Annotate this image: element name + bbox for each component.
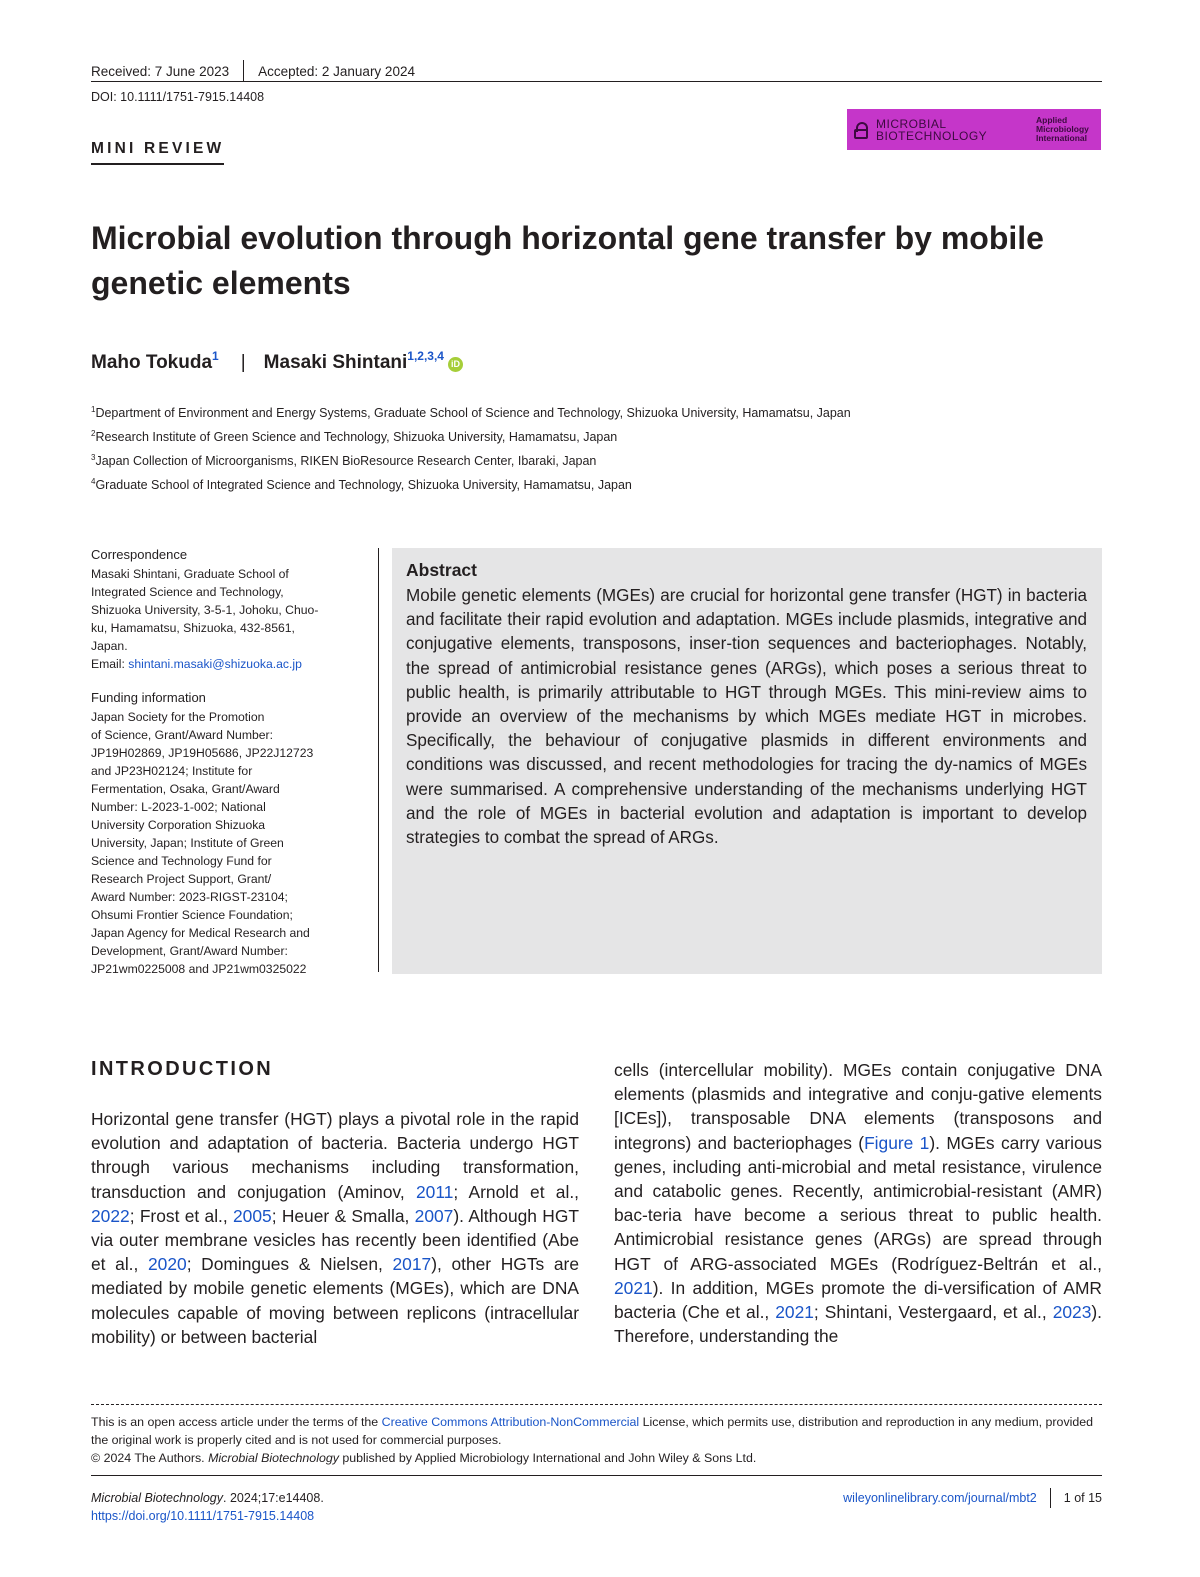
citation-link[interactable]: 2005 xyxy=(233,1205,272,1226)
affiliation-marker: 1,2,3,4 xyxy=(407,349,444,363)
footer-right xyxy=(843,1488,1102,1508)
accepted-date: Accepted: 2 January 2024 xyxy=(258,63,415,79)
license-notice: This is an open access article under the terms of the Creative Commons Attribution-NonCommercial License, which permits use, distribution and reproduction in any medium, provided the original work is properly cited and is not used for commercial purposes. © 2024 The Authors. Microbial Biotechnology published by Applied Microbiology International and John Wiley & Sons Ltd. xyxy=(91,1413,1102,1467)
citation-link[interactable]: Figure 1 xyxy=(864,1132,930,1153)
received-date: Received: 7 June 2023 xyxy=(91,63,230,79)
affiliation: $^2$Research Institute of Green Science and Technology, Shizuoka University, Hamamatsu, Japan xyxy=(91,429,618,445)
journal-logo[interactable] xyxy=(847,109,1101,150)
body-column-left xyxy=(91,1107,579,1349)
abstract-text: Mobile genetic elements (MGEs) are crucial for horizontal gene transfer (HGT) in bacteria and facilitate their rapid evolution and adaptation. MGEs include plasmids, integrative and conjugative elements, transposons, inser-tion sequences and bacteriophages. Notably, the spread of antimicrobial resistance genes (ARGs), which poses a serious threat to public health, is primarily attributable to HGT through MGEs. This mini-review aims to provide an overview of the mechanisms by which MGEs mediate HGT in microbes. Specifically, the behaviour of conjugative plasmids in different environments and conditions was discussed, and recent methodologies for tracing the dy-namics of MGEs were summarised. A comprehensive understanding of the mechanisms underlying HGT and the role of MGEs in bacterial evolution and adaptation is important to develop strategies to combat the spread of ARGs. xyxy=(406,586,1087,848)
citation-link[interactable]: 2021 xyxy=(614,1277,653,1298)
divider xyxy=(1050,1488,1051,1508)
page-number: 1 of 15 xyxy=(1063,1491,1102,1505)
affiliation-marker: 1 xyxy=(212,349,219,363)
footer-dashed-rule xyxy=(91,1404,1102,1405)
body-text: ), other HGTs are mediated by mobile genetic elements (MGEs), which are DNA molecules capable of moving between replicons (intracellular mobility) or between bacterial xyxy=(91,1254,579,1347)
correspondence-email: Email: shintani.masaki@shizuoka.ac.jp xyxy=(91,657,302,671)
orcid-icon[interactable]: iD xyxy=(448,357,463,372)
author-name[interactable]: Maho Tokuda$^1$ xyxy=(91,349,219,373)
article-sidebar xyxy=(91,546,363,978)
body-text: ). In addition, MGEs promote the di-versification of AMR bacteria (Che et al., xyxy=(614,1277,1102,1323)
abstract-heading: Abstract xyxy=(406,560,477,580)
citation-link[interactable]: 2022 xyxy=(91,1205,130,1226)
affiliation: $^4$Graduate School of Integrated Science and Technology, Shizuoka University, Hamamatsu, Japan xyxy=(91,477,632,493)
article-type: MINI REVIEW xyxy=(91,140,224,165)
affiliation: $^3$Japan Collection of Microorganisms, RIKEN BioResource Research Center, Ibaraki, Japan xyxy=(91,453,597,469)
body-text: ; Heuer & Smalla, xyxy=(271,1205,415,1226)
sidebar-divider xyxy=(378,548,379,972)
body-text: ; Frost et al., xyxy=(129,1205,234,1226)
logo-society-name: Applied Microbiology International xyxy=(1036,115,1089,143)
body-text: ). Although HGT via outer membrane vesicles has recently been identified (Abe et al., xyxy=(91,1205,579,1275)
correspondence-address: Masaki Shintani, Graduate School of Integrated Science and Technology, Shizuoka University, 3-5-1, Johoku, Chuo- ku, Hamamatsu, Shizuoka, 432-8561, Japan. xyxy=(91,567,319,653)
footer-rule xyxy=(91,1475,1102,1476)
section-heading: INTRODUCTION xyxy=(91,1058,274,1080)
article-title: Microbial evolution through horizontal gene transfer by mobile genetic elements xyxy=(91,220,1044,301)
header-rule xyxy=(91,81,1102,82)
author-name[interactable]: Masaki Shintani$^{1,2,3,4}$ xyxy=(263,349,444,373)
citation-link[interactable]: 2020 xyxy=(148,1254,187,1275)
body-column-right xyxy=(614,1058,1102,1348)
body-text: Horizontal gene transfer (HGT) plays a pivotal role in the rapid evolution and adaptation of bacteria. Bacteria undergo HGT through various mechanisms including transformation, transduction and conjugation (Aminov, xyxy=(91,1109,579,1202)
author-separator: | xyxy=(240,352,246,373)
divider xyxy=(243,60,244,82)
correspondence-heading: Correspondence xyxy=(91,547,188,562)
journal-site-link[interactable]: wileyonlinelibrary.com/journal/mbt2 xyxy=(843,1491,1037,1505)
logo-journal-name: MICROBIAL BIOTECHNOLOGY xyxy=(876,116,988,143)
body-text: ). MGEs carry various genes, including anti-microbial and metal resistance, virulence and catabolic genes. Recently, antimicrobial-resistant (AMR) bac-teria have become a serious threat to public health. Antimicrobial resistance genes (ARGs) are spread through HGT of ARG-associated MGEs (Rodríguez-Beltrán et al., xyxy=(614,1132,1102,1274)
body-text: ; Shintani, Vestergaard, et al., xyxy=(813,1302,1053,1323)
journal-citation: Microbial Biotechnology. 2024;17:e14408. xyxy=(91,1491,324,1505)
funding-information: Japan Society for the Promotion of Science, Grant/Award Number: JP19H02869, JP19H05686, JP22J12723 and JP23H02124; Institute for Fermentation, Osaka, Grant/Award Number: L-2023-1-002; National University Corporation Shizuoka University, Japan; Institute of Green Science and Technology Fund for Research Project Support, Grant/ Award Number: 2023-RIGST-23104; Ohsumi Frontier Science Foundation; Japan Agency for Medical Research and Development, Grant/Award Number: JP21wm0225008 and JP21wm0325022 xyxy=(91,710,314,976)
doi-link[interactable]: https://doi.org/10.1111/1751-7915.14408 xyxy=(91,1509,315,1523)
article-dates xyxy=(91,60,415,82)
citation-link[interactable]: 2011 xyxy=(416,1181,454,1202)
citation-link[interactable]: 2021 xyxy=(775,1302,814,1323)
license-link[interactable]: Creative Commons Attribution-NonCommercial xyxy=(381,1415,640,1429)
open-access-lock-icon xyxy=(854,122,868,138)
funding-heading: Funding information xyxy=(91,690,206,705)
copyright: © 2024 The Authors. Microbial Biotechnology published by Applied Microbiology International and John Wiley & Sons Ltd. xyxy=(91,1451,757,1465)
body-text: cells (intercellular mobility). MGEs contain conjugative DNA elements (plasmids and integrative and conju-gative elements [ICEs]), transposable DNA elements (transposons and integrons) and bacteriophages ( xyxy=(614,1060,1102,1153)
body-text: ; Domingues & Nielsen, xyxy=(186,1254,393,1275)
article-doi: DOI: 10.1111/1751-7915.14408 xyxy=(91,90,265,104)
citation-link[interactable]: 2007 xyxy=(414,1205,454,1226)
citation-link[interactable]: 2023 xyxy=(1052,1302,1092,1323)
body-text: ; Arnold et al., xyxy=(453,1181,579,1202)
affiliation: $^1$Department of Environment and Energy Systems, Graduate School of Science and Technology, Shizuoka University, Hamamatsu, Japan xyxy=(91,405,851,421)
body-text: ). Therefore, understanding the xyxy=(614,1302,1103,1347)
author-list xyxy=(91,349,463,374)
citation-link[interactable]: 2017 xyxy=(392,1254,432,1275)
email-link[interactable]: shintani.masaki@shizuoka.ac.jp xyxy=(128,657,302,671)
